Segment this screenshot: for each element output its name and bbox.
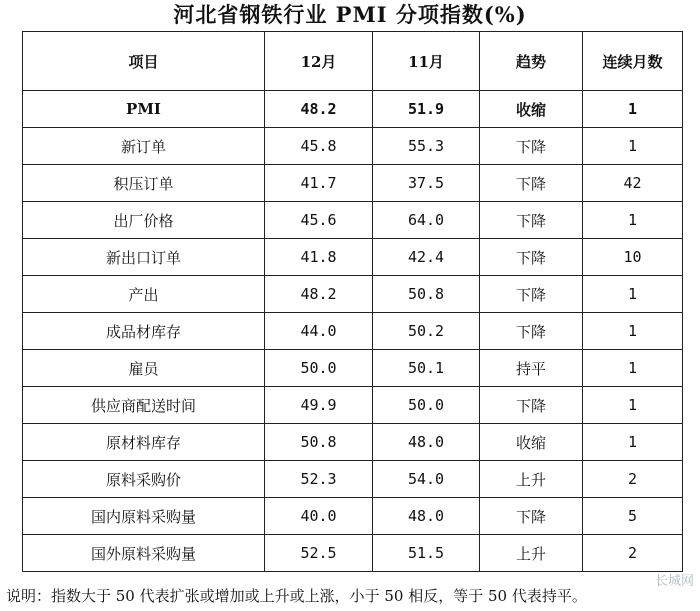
header-trend: 趋势: [480, 32, 583, 91]
table-row: [23, 535, 683, 572]
table-row: [23, 350, 683, 387]
cell-trend: 下降: [480, 387, 583, 424]
cell-december: 41.8: [265, 239, 373, 276]
header-december: 12月: [265, 32, 373, 91]
cell-consecutive-months: 1: [583, 424, 683, 461]
table-body: [23, 91, 683, 572]
cell-november: 50.8: [373, 276, 480, 313]
cell-december: 49.9: [265, 387, 373, 424]
cell-trend: 下降: [480, 313, 583, 350]
cell-december: 44.0: [265, 313, 373, 350]
cell-november: 54.0: [373, 461, 480, 498]
cell-december: 45.8: [265, 128, 373, 165]
cell-consecutive-months: 42: [583, 165, 683, 202]
cell-december: 52.3: [265, 461, 373, 498]
table-row: [23, 165, 683, 202]
cell-trend: 下降: [480, 128, 583, 165]
table-row: [23, 239, 683, 276]
cell-november: 50.1: [373, 350, 480, 387]
cell-consecutive-months: 2: [583, 461, 683, 498]
pmi-table: [22, 31, 683, 572]
table-row: [23, 424, 683, 461]
cell-item: 国内原料采购量: [23, 498, 265, 535]
cell-trend: 下降: [480, 276, 583, 313]
cell-item: 雇员: [23, 350, 265, 387]
cell-consecutive-months: 10: [583, 239, 683, 276]
table-row: [23, 313, 683, 350]
cell-item: 出厂价格: [23, 202, 265, 239]
cell-november: 50.0: [373, 387, 480, 424]
table-row: [23, 387, 683, 424]
cell-consecutive-months: 1: [583, 202, 683, 239]
cell-trend: 下降: [480, 165, 583, 202]
cell-consecutive-months: 1: [583, 387, 683, 424]
header-november: 11月: [373, 32, 480, 91]
cell-november: 51.5: [373, 535, 480, 572]
watermark-logo: 长城网: [654, 574, 694, 589]
cell-consecutive-months: 2: [583, 535, 683, 572]
cell-trend: 收缩: [480, 424, 583, 461]
cell-consecutive-months: 5: [583, 498, 683, 535]
cell-item: 供应商配送时间: [23, 387, 265, 424]
cell-trend: 持平: [480, 350, 583, 387]
cell-item: 新出口订单: [23, 239, 265, 276]
table-row: [23, 128, 683, 165]
cell-trend: 下降: [480, 498, 583, 535]
cell-november: 64.0: [373, 202, 480, 239]
header-item: 项目: [23, 32, 265, 91]
table-row: [23, 498, 683, 535]
cell-november: 42.4: [373, 239, 480, 276]
cell-item: 国外原料采购量: [23, 535, 265, 572]
cell-item: 原料采购价: [23, 461, 265, 498]
cell-november: 48.0: [373, 424, 480, 461]
cell-consecutive-months: 1: [583, 128, 683, 165]
table-row: [23, 91, 683, 128]
cell-trend: 上升: [480, 461, 583, 498]
footnote: 说明：指数大于 50 代表扩张或增加或上升或上涨，小于 50 相反，等于 50 代表持平。: [6, 587, 587, 605]
cell-december: 52.5: [265, 535, 373, 572]
table-header-row: [23, 32, 683, 91]
cell-consecutive-months: 1: [583, 91, 683, 128]
cell-item: 积压订单: [23, 165, 265, 202]
cell-trend: 下降: [480, 239, 583, 276]
cell-december: 41.7: [265, 165, 373, 202]
cell-november: 48.0: [373, 498, 480, 535]
cell-item: PMI: [23, 91, 265, 128]
cell-december: 45.6: [265, 202, 373, 239]
cell-trend: 上升: [480, 535, 583, 572]
cell-item: 产出: [23, 276, 265, 313]
cell-consecutive-months: 1: [583, 350, 683, 387]
table-row: [23, 202, 683, 239]
cell-item: 成品材库存: [23, 313, 265, 350]
cell-consecutive-months: 1: [583, 313, 683, 350]
cell-december: 40.0: [265, 498, 373, 535]
page-title: 河北省钢铁行业 PMI 分项指数(%): [173, 2, 527, 27]
cell-november: 50.2: [373, 313, 480, 350]
cell-december: 48.2: [265, 91, 373, 128]
cell-november: 37.5: [373, 165, 480, 202]
cell-consecutive-months: 1: [583, 276, 683, 313]
table-row: [23, 461, 683, 498]
cell-november: 55.3: [373, 128, 480, 165]
cell-december: 48.2: [265, 276, 373, 313]
cell-december: 50.0: [265, 350, 373, 387]
cell-trend: 下降: [480, 202, 583, 239]
cell-trend: 收缩: [480, 91, 583, 128]
table-row: [23, 276, 683, 313]
cell-item: 原材料库存: [23, 424, 265, 461]
cell-item: 新订单: [23, 128, 265, 165]
header-consecutive-months: 连续月数: [583, 32, 683, 91]
cell-november: 51.9: [373, 91, 480, 128]
cell-december: 50.8: [265, 424, 373, 461]
